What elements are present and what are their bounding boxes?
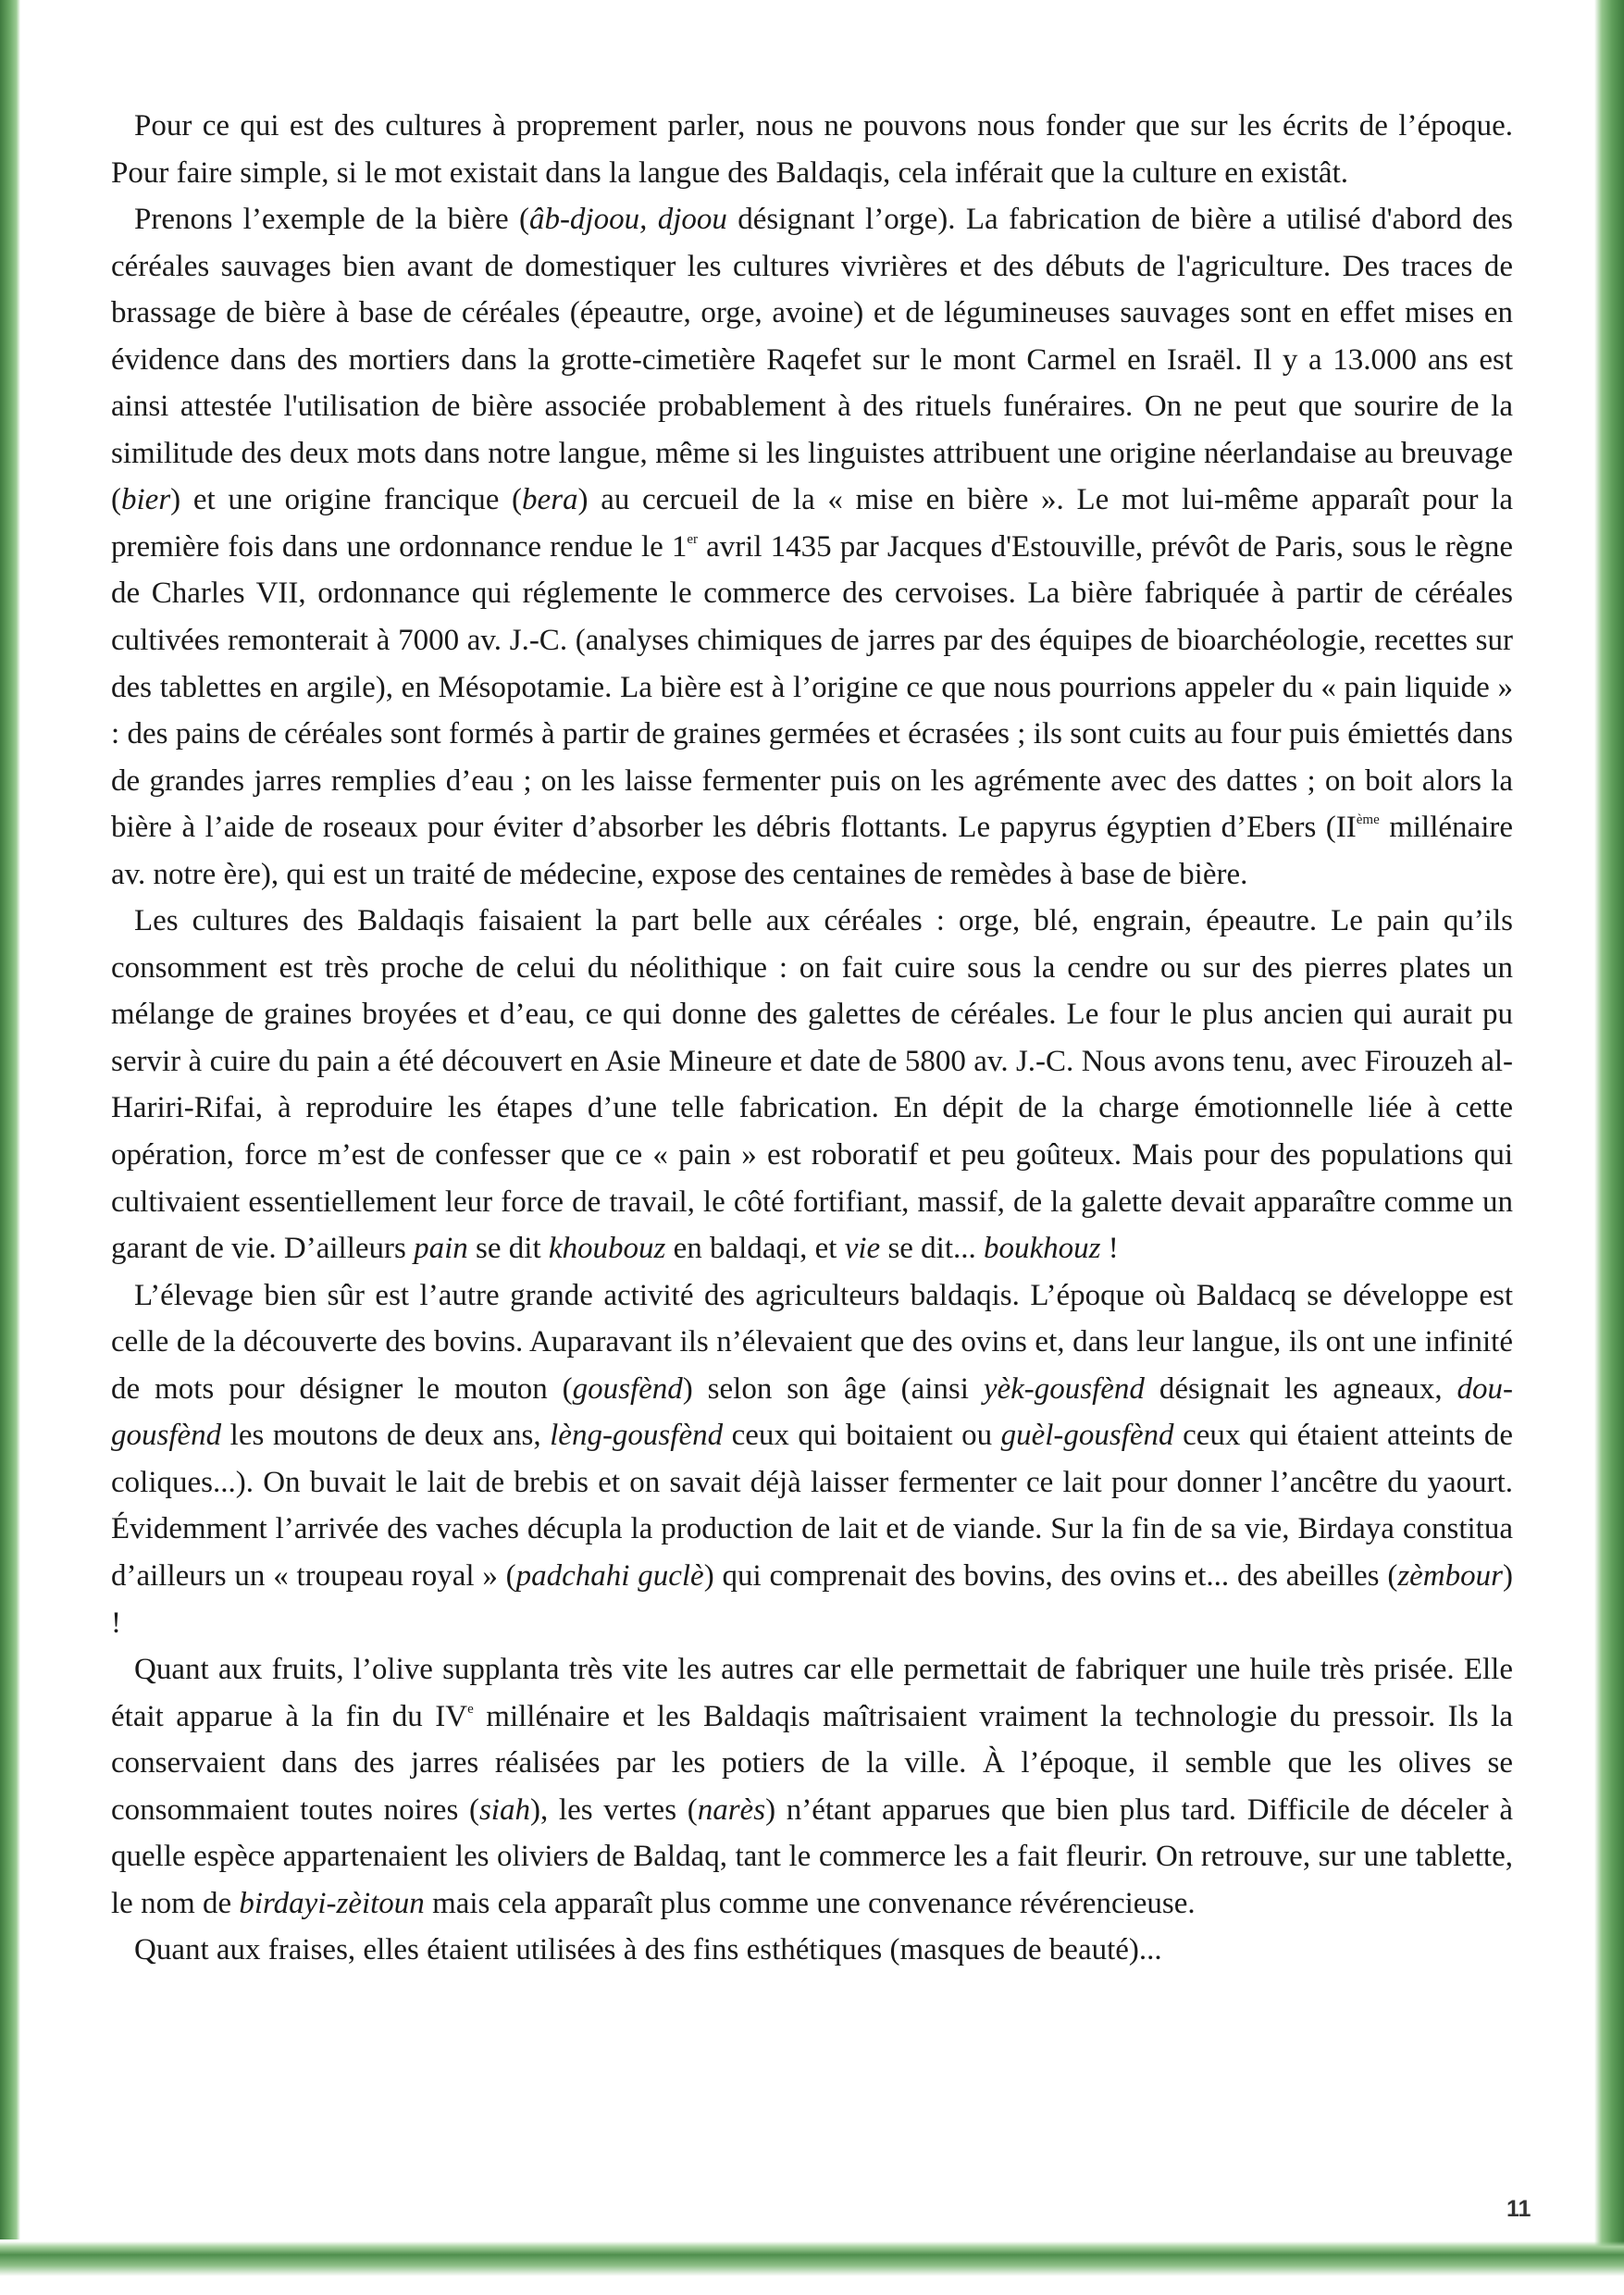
text-run: ) qui comprenait des bovins, des ovins et... des abeilles ( bbox=[703, 1558, 1398, 1593]
italic-term: narès bbox=[697, 1793, 766, 1827]
paragraph bbox=[111, 196, 1513, 898]
text-run: ceux qui étaient atteints de coliques...). On buvait le lait de brebis et on savait déjà laisser fermenter ce lait pour donner l’ancêtre du yaourt. Évidemment l’arrivée des vaches décupla la production de lait et de viande. Sur la fin de sa vie, Birdaya constitua d’ailleurs un « troupeau royal » ( bbox=[111, 1419, 1513, 1593]
italic-term: vie bbox=[844, 1232, 881, 1266]
paragraph bbox=[111, 1927, 1513, 1974]
text-run: avril 1435 par Jacques d'Estouville, prévôt de Paris, sous le règne de Charles VII, ordonnance qui réglemente le commerce des cervoises. La bière fabriquée à partir de céréales cultivées remonterait à 7000 av. J.-C. (analyses chimiques de jarres par des équipes de bioarchéologie, recettes sur des tablettes en argile), en Mésopotamie. La bière est à l’origine ce que nous pourrions appeler du « pain liquide » : des pains de céréales sont formés à partir de graines germées et écrasées ; ils sont cuits au four puis émiettés dans de grandes jarres remplies d’eau ; on les laisse fermenter puis on les agrémente avec des dattes ; on boit alors la bière à l’aide de roseaux pour éviter d’absorber les débris flottants. Le papyrus égyptien d’Ebers (II bbox=[111, 529, 1513, 845]
body-text bbox=[111, 103, 1513, 1974]
text-run: ), les vertes ( bbox=[529, 1793, 698, 1827]
text-run: ) et une origine francique ( bbox=[170, 483, 523, 517]
superscript: ème bbox=[1356, 813, 1380, 828]
page-number: 11 bbox=[1506, 2196, 1531, 2222]
page-border-left bbox=[0, 0, 20, 2239]
text-run: Les cultures des Baldaqis faisaient la part belle aux céréales : orge, blé, engrain, épeautre. Le pain qu’ils consomment est très proche de celui du néolithique : on fait cuire sous la cendre ou sur des pierres plates un mélange de graines broyées et d’eau, ce qui donne des galettes de céréales. Le four le plus ancien qui aurait pu servir à cuire du pain a été découvert en Asie Mineure et date de 5800 av. J.-C. Nous avons tenu, avec Firouzeh al-Hariri-Rifai, à reproduire les étapes d’une telle fabrication. En dépit de la charge émotionnelle liée à cette opération, force m’est de confesser que ce « pain » est roboratif et peu goûteux. Mais pour des populations qui cultivaient essentiellement leur force de travail, le côté fortifiant, massif, de la galette devait apparaître comme un garant de vie. D’ailleurs bbox=[111, 904, 1513, 1266]
text-run: ) ! bbox=[111, 1558, 1513, 1640]
text-run: Prenons l’exemple de la bière ( bbox=[134, 203, 529, 237]
paragraph bbox=[111, 103, 1513, 196]
italic-term: bera bbox=[522, 483, 578, 517]
italic-term: yèk-gousfènd bbox=[983, 1371, 1145, 1406]
italic-term: zèmbour bbox=[1397, 1558, 1503, 1593]
italic-term: siah bbox=[478, 1793, 530, 1827]
text-run: ceux qui boitaient ou bbox=[723, 1419, 1001, 1453]
italic-term: guèl-gousfènd bbox=[1000, 1419, 1174, 1453]
text-run: se dit... bbox=[880, 1232, 985, 1266]
text-run: en baldaqi, et bbox=[665, 1232, 845, 1266]
text-run: ) selon son âge (ainsi bbox=[682, 1371, 984, 1406]
paragraph bbox=[111, 1646, 1513, 1927]
superscript: er bbox=[687, 531, 699, 547]
text-run: millénaire et les Baldaqis maîtrisaient vraiment la technologie du pressoir. Ils la conservaient dans des jarres réalisées par les potiers de la ville. À l’époque, il semble que les olives se consommaient toutes noires ( bbox=[111, 1699, 1513, 1827]
text-run: ! bbox=[1100, 1232, 1119, 1266]
italic-term: padchahi guclè bbox=[515, 1558, 704, 1593]
superscript: e bbox=[467, 1701, 474, 1717]
text-run: ) n’étant apparues que bien plus tard. Difficile de déceler à quelle espèce appartenaient les oliviers de Baldaq, tant le commerce les a fait fleurir. On retrouve, sur une tablette, le nom de bbox=[111, 1793, 1513, 1920]
italic-term: bier bbox=[121, 483, 171, 517]
text-run: se dit bbox=[467, 1232, 549, 1266]
text-run: mais cela apparaît plus comme une convenance révérencieuse. bbox=[424, 1886, 1196, 1920]
text-run: Quant aux fraises, elles étaient utilisées à des fins esthétiques (masques de beauté)... bbox=[134, 1933, 1162, 1967]
text-run: ) au cercueil de la « mise en bière ». Le mot lui-même apparaît pour la première fois dans une ordonnance rendue le 1 bbox=[111, 483, 1513, 564]
text-run: désignant l’orge). La fabrication de bière a utilisé d'abord des céréales sauvages bien avant de domestiquer les cultures vivrières et des débuts de l'agriculture. Des traces de brassage de bière à base de céréales (épeautre, orge, avoine) et de légumineuses sauvages sont en effet mises en évidence dans des mortiers dans la grotte-cimetière Raqefet sur le mont Carmel en Israël. Il y a 13.000 ans est ainsi attestée l'utilisation de bière associée probablement à des rituels funéraires. On ne peut que sourire de la similitude des deux mots dans notre langue, même si les linguistes attribuent une origine néerlandaise au breuvage ( bbox=[111, 203, 1514, 517]
text-run: les moutons de deux ans, bbox=[221, 1419, 551, 1453]
text-run: Pour ce qui est des cultures à proprement parler, nous ne pouvons nous fonder que sur les écrits de l’époque. Pour faire simple, si le mot existait dans la langue des Baldaqis, cela inférait que la culture en existât. bbox=[111, 109, 1513, 190]
italic-term: âb-djoou, djoou bbox=[528, 203, 727, 237]
text-run: millénaire av. notre ère), qui est un traité de médecine, expose des centaines de remèdes à base de bière. bbox=[111, 811, 1513, 891]
paragraph bbox=[111, 1272, 1513, 1646]
italic-term: gousfènd bbox=[572, 1371, 683, 1406]
italic-term: lèng-gousfènd bbox=[550, 1419, 724, 1453]
page-border-bottom bbox=[0, 2241, 1624, 2295]
text-run: Quant aux fruits, l’olive supplanta très vite les autres car elle permettait de fabriquer une huile très prisée. Elle était apparue à la fin du IV bbox=[111, 1653, 1513, 1733]
text-run: désignait les agneaux, bbox=[1144, 1371, 1457, 1406]
page-border-right bbox=[1594, 0, 1624, 2267]
italic-term: birdayi-zèitoun bbox=[239, 1886, 425, 1920]
italic-term: dou-gousfènd bbox=[111, 1371, 1513, 1453]
text-run: L’élevage bien sûr est l’autre grande activité des agriculteurs baldaqis. L’époque où Baldacq se développe est celle de la découverte des bovins. Auparavant ils n’élevaient que des ovins et, dans leur langue, ils ont une infinité de mots pour désigner le mouton ( bbox=[111, 1278, 1513, 1406]
paragraph bbox=[111, 898, 1513, 1272]
italic-term: khoubouz bbox=[548, 1232, 666, 1266]
italic-term: boukhouz bbox=[984, 1232, 1101, 1266]
italic-term: pain bbox=[414, 1232, 468, 1266]
